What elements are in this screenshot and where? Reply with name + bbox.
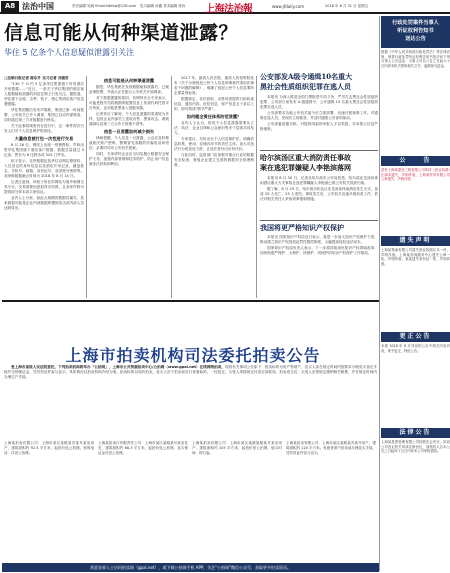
paragraph: 对于数据泄露的原因，有网络安全专家表示，可能是程序员将数据库配置信息上传到代码托管平台所致，也可能是黑客入侵服务器。 <box>89 96 169 110</box>
website: www.jfdaily.com <box>272 4 305 9</box>
intro-text: 现将有关事项公告如下：拍卖标的为房产等财产，竞买人须在规定时间内按要求办理竞买登记手续并交纳保证金，凭有效证件参与竞买，具体情况以拍卖机构介绍为准。拍卖标的以现状拍卖，竞买人应于拍卖前自行查看标的，一经拍定，买受人须按规定付清全部款项。拍卖成交后，买受人应按规定缴纳相关税费，并在规定时间内办理过户手续。 <box>4 365 377 379</box>
article-column-1 <box>4 76 84 298</box>
column-divider <box>171 76 172 298</box>
sidebar <box>381 16 450 571</box>
section-text <box>381 168 450 234</box>
article-title: 哈尔滨汤区重大消防责任事故 <box>260 153 351 162</box>
paragraph: 专家建议，尽快出台个人信息保护法，明确信息收集、使用、存储各环节的责任主体，加大对违法行为的惩处力度，让违法者付出应有代价。 <box>174 137 254 151</box>
article-column-3 <box>174 76 254 298</box>
paragraph: 同时，专家呼吁企业应当切实履行数据安全保护义务，加强内部管理和技术防护，防止用户信息被非法获取和利用。 <box>89 152 169 166</box>
paragraph: 8 月 28 日，网络上出现一则销售帖，声称出售华住集团旗下酒店客户数据，数据总量超过 5 亿条，售价为 8 比特币或 520 门罗币。 <box>4 143 84 157</box>
page-header <box>0 0 450 14</box>
article-body <box>260 95 378 148</box>
paragraph: 记者采访了解到，个人信息泄露的渠道较为多样，包括企业内部员工违规出售、黑客攻击、系统漏洞以及第三方合作方管理不善等。 <box>89 112 169 126</box>
paragraph: 帖子显示，这些数据包括华住官网注册资料、入住登记的身份信息以及酒店开房记录，涵盖姓名、手机号、邮箱、身份证号、登录账号密码等。卖家称数据截止时间为 2018 年 8 月 14 日。 <box>4 159 84 178</box>
article-title: 我国将更严格知识产权保护 <box>260 223 344 232</box>
date-line: 2018 年 8 月 31 日 星期五 <box>325 4 369 8</box>
paragraph: 律师提醒，个人信息一旦泄露，公众应及时修改相关账户密码，警惕冒充客服的诈骗电话和短信，必要时可向公安机关报案。 <box>89 136 169 150</box>
main-headline: 信息可能从何种渠道泄露？ <box>4 22 239 44</box>
article-body <box>260 176 378 218</box>
paragraph: 公安部要求各地公安机关接令后立即部署，迅速开展查缉工作。对通缉在逃人员，发现后立即抓获，并及时通报公安部刑侦局。 <box>260 111 378 120</box>
section-heading: 公 告 <box>381 156 450 166</box>
paragraph: 本报讯 8 月 30 日，记者从哈尔滨市公安局获悉，哈尔滨北龙汤泉休闲酒店重大火灾事故在逃犯罪嫌疑人李艳滨已被公安机关抓获归案。 <box>260 176 378 185</box>
section-heading: 法律公告 <box>381 428 450 438</box>
divider <box>260 150 378 151</box>
auction-intro <box>4 365 377 445</box>
column-divider <box>256 76 257 298</box>
subheading: 如何健全责任体系防范泄露？ <box>186 114 242 119</box>
paragraph: 本报 2018 年 8 月刊登的公告中相关内容有误，现予更正，特此公告。 <box>381 344 450 353</box>
paragraph: 兹有上海某建设工程有限公司所持《营业执照》正副本遗失，声明作废。上海某贸易有限公司公章遗失，声明作废。 <box>381 168 450 182</box>
main-subhead: 华住 5 亿条个人信息疑似泄露引关注 <box>4 48 135 57</box>
paragraph: 华住集团随后发布声明称，集团已第一时间报警，公安机关已介入调查，集团已启动内部核查，同时通过第三方对数据进行核实。 <box>4 108 84 122</box>
paragraph: 上海某投资管理有限公司经股东会决议，拟向公司登记机关申请注销登记，请债权人自本公告之日起四十五日内向本公司申报债权。 <box>381 440 450 454</box>
paragraph: 业内人士认为，防范个人信息泄露需要从立法、执法、企业自律和公众意识等多个层面共同发力。 <box>174 121 254 135</box>
article-title: 公安部发A级令通缉10名重大 <box>260 72 353 81</box>
notice-box-title: 行政处罚案件当事人 听证权利告知书 送达公告 <box>392 20 439 42</box>
paragraph: 根据《中华人民共和国行政处罚法》等法律法规，现将行政处罚听证权利告知书依法向下列当事人公告送达：当事人可自公告之日起六十日内到本机关领取相关文书，逾期视为送达。 <box>381 50 450 68</box>
notice-box <box>381 16 450 48</box>
section-text <box>381 440 450 570</box>
paragraph: 根据规定，非法获取、出售或者提供行踪轨迹信息、通信内容、征信信息、财产信息五十条以上的，即可构成"情节严重"。 <box>174 97 254 111</box>
auction-lot <box>192 441 282 561</box>
intro-lead: 受上海市高级人民法院委托，下列拍卖机构将举办「公拍网」，上海市公共资源拍卖中心/公拍网（www.gpai.net）在线网络拍卖， <box>11 365 225 369</box>
lot-text: 上海某拍卖行有限责任公司：上海市某区某路某号某室住宅，建筑面积约 68.3 平方米，起拍价见公拍网。竞买保证金详见公拍网。 <box>98 441 188 455</box>
paragraph: 据悉，华住集团在发现数据疑似泄露后，已就此事报警，并表示正在配合公安机关开展调查。 <box>89 85 169 94</box>
paragraph: 2017 年，最高人民法院、最高人民检察院发布《关于办理侵犯公民个人信息刑事案件适用法律若干问题的解释》，明确了侵犯公民个人信息罪的定罪量刑标准。 <box>174 76 254 95</box>
auction-title: 上海市拍卖机构司法委托拍卖公告 <box>65 346 321 365</box>
page-number: A8 <box>1 1 19 12</box>
designer-line: 见习编辑 孙鑫 美术编辑 张伟 <box>140 4 186 8</box>
byline: □法制日报记者 陈东升 见习记者 刘建奇 <box>4 76 69 80</box>
paragraph: 公安部悬赏通告称，对提供线索的举报人予以奖励，对举报人信息严格保密。 <box>260 122 378 131</box>
section-name: 法治中国 <box>22 1 54 11</box>
paragraph: 国家知识产权局负责人表示，下一步将持续深化知识产权领域改革，加快构建严保护、大保护、快保护、同保护的知识产权保护工作格局。 <box>260 246 378 255</box>
column-divider <box>86 76 87 298</box>
article-column-2 <box>89 76 169 298</box>
paragraph: "130 个 G 约 5 亿条华住集团旗下所有酒店开房数据……"近日，一条关于华住集团的酒店客人数据疑似泄露的消息在网上引发关注。据报道，华住旗下汉庭、全季、桔子、漫心等酒店客户信息遭泄露。 <box>4 82 84 106</box>
paragraph: 据了解，8 月 25 日，哈尔滨市松北区北龙汤泉休闲酒店发生火灾，造成 20 人死亡、23 人受伤。事故发生后，公安机关迅速开展侦查工作，依法对相关责任人采取刑事强制措施。 <box>260 187 378 201</box>
auction-footer: 欢迎各界人士访问拍卖网（gpai.net），或下载公拍网手机 APP，关注"公拍网"微信公众号，获取更多拍卖资讯。 <box>2 563 379 572</box>
lot-text: 上海某拍卖有限公司：上海市某区某路某弄某号房产，建筑面积约 120 平方米。有意者请于拍卖前办理竞买手续，凭有效证件参与竞买。 <box>286 441 376 455</box>
section-heading: 更正公告 <box>381 332 450 342</box>
sidebar-divider <box>379 16 380 571</box>
paragraph: 本报讯 为深入推进全国扫黑除恶专项斗争，严厉打击黑社会性质组织犯罪，公安部日前发布 A 级通缉令，公开通缉 10 名重大黑社会性质组织犯罪在逃人员。 <box>260 95 378 109</box>
paragraph: 业内人士分析，如此大规模的数据若属实，其来源很可能是企业内部数据库遭到攻击或内部人员违规导出。 <box>4 196 84 210</box>
article-title: 案在逃犯罪嫌疑人李艳滨落网 <box>260 163 351 172</box>
auction-lot <box>4 441 94 561</box>
paragraph: 关于此事的调查仍在进行中，这一事件再次引发人们对个人信息保护的担忧。 <box>4 124 84 133</box>
divider <box>260 220 378 221</box>
paragraph: 上海某物流有限公司遗失营业执照正本一份，声明作废。上海某咨询服务中心遗失公章一枚，声明作废。某某遗失身份证一张，声明作废。 <box>381 248 450 266</box>
section-text <box>381 248 450 328</box>
paragraph: 本报讯 国家知识产权局近日表示，将进一步加大知识产权保护力度，推动建立知识产权侵权惩罚性赔偿制度，大幅提高侵权违法成本。 <box>260 235 378 244</box>
paragraph: 与此同时，监管部门应加强对重点行业的数据安全检查，督促企业建立完善的数据安全管理制度。 <box>174 153 254 167</box>
lot-text: 上海某拍卖有限公司：上海市某区某镇某路某号某室房产，建筑面积约 105 平方米，起拍价见公拍网。展示时间：即日起。 <box>192 441 282 455</box>
article-title: 黑社会性质组织犯罪在逃人员 <box>260 82 351 91</box>
auction-lot <box>286 441 376 561</box>
notice-text <box>381 50 450 154</box>
subheading: 信息可能是从何种渠道泄露 <box>103 78 155 83</box>
editor-line: 责任编辑 吴晓 Email:fzbfzw@126.com <box>72 4 137 8</box>
section-text <box>381 344 450 424</box>
section-heading: 遗失声明 <box>381 236 450 246</box>
article-body <box>260 235 378 298</box>
newspaper-logo: 上海法治報 <box>205 4 253 15</box>
paragraph: 记者注意到，该帖子所在的网站为境外暗网交易平台，交易需使用虚拟货币结算，且卖家声称可提供部分样本供买家验证。 <box>4 180 84 194</box>
lot-text: 上海某拍卖有限公司：上海市某区某路某弄某号某室房产，建筑面积约 92.5 平方米，起拍价见公拍网。咨询电话：详见公拍网。 <box>4 441 94 455</box>
subheading: 信息一旦泄露如何减少损失 <box>103 129 155 134</box>
auction-lot <box>98 441 188 561</box>
subheading: 大量信息被打包一次性进行交易 <box>14 136 74 141</box>
